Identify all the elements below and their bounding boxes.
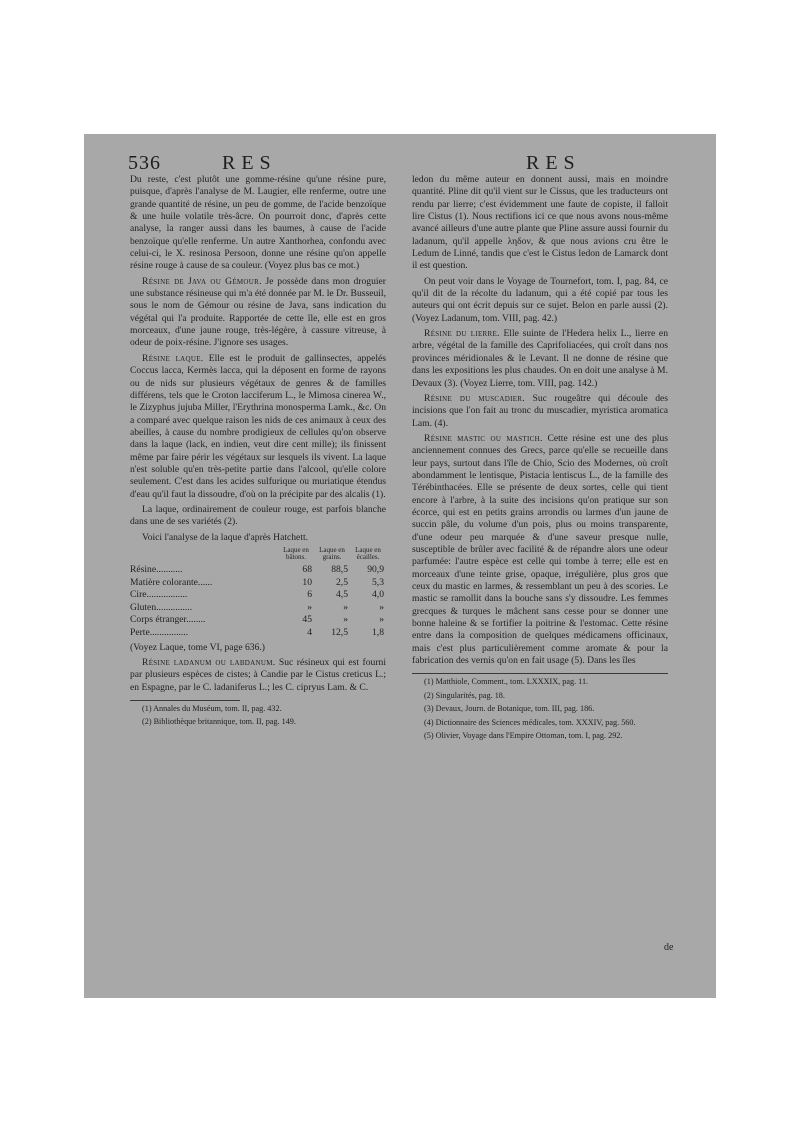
paragraph: On peut voir dans le Voyage de Tournefort, tom. I, pag. 84, ce qu'il dit de la récolte du ladanum, qui a été copié par tous les auteurs qui ont écrit depuis sur ce sujet. Belon en parle aussi (2). (Voyez Ladanum, tom. VIII, pag. 42.) xyxy=(412,275,668,324)
row-label: Corps étranger........ xyxy=(130,614,206,626)
table-cell: 6 xyxy=(307,589,312,601)
cross-reference: (Voyez Laque, tome VI, page 636.) xyxy=(130,641,265,653)
footnote-rule xyxy=(130,700,240,701)
table-cell: » xyxy=(379,601,384,613)
catchword: de xyxy=(664,942,674,953)
table-cell: » xyxy=(307,601,312,613)
running-title-right: RES xyxy=(526,152,581,174)
paragraph: Du reste, c'est plutôt une gomme-résine qu'une résine pure, puisque, d'après l'analyse de M. Laugier, elle renferme, outre une grande quantité de résine, un peu de gomme, de l'acide benzoïque & une huile volatile très-âcre. On pourroit donc, d'après cette analyse, la ranger aussi dans les baumes, à cause de l'acide benzoïque qu'elle renferme. Un autre Xanthorhea, confondu avec celui-ci, le X. resinosa Persoon, donne une résine qu'on appelle résine rouge à cause de sa couleur. (Voyez plus bas ce mot.) xyxy=(130,174,386,272)
entry-resine-ladanum xyxy=(130,657,386,694)
footnote: (5) Olivier, Voyage dans l'Empire Ottoman, tom. I, pag. 292. xyxy=(424,731,623,741)
running-title-left: RES xyxy=(222,152,277,174)
row-label: Cire................. xyxy=(130,589,188,601)
table-cell: 88,5 xyxy=(331,563,348,575)
row-label: Résine........... xyxy=(130,563,183,575)
left-column xyxy=(130,174,386,731)
table-cell: 10 xyxy=(302,576,312,588)
table-cell: 4 xyxy=(307,626,312,638)
entry-resine-du-muscadier xyxy=(412,393,668,430)
table-cell: 68 xyxy=(302,563,312,575)
entry-text: Elle suinte de l'Hedera helix L., lierre en arbre, végétal de la famille des Caprifoliacées, qui croît dans nos provinces méridionales & le Levant. Il ne donne de résine que dans les expositions les plus chaudes. On en doit une analyse à M. Devaux (3). (Voyez Lierre, tom. VIII, pag. 142.) xyxy=(412,328,668,389)
paragraph: La laque, ordinairement de couleur rouge, est parfois blanche dans une de ses variétés (2). xyxy=(130,503,386,528)
table-row xyxy=(130,602,386,615)
footnote: (1) Matthiole, Comment., tom. LXXXIX, pag. 11. xyxy=(424,677,589,687)
entry-heading: Résine du muscadier. xyxy=(424,392,525,404)
table-cell: » xyxy=(343,601,348,613)
table-cell: 12,5 xyxy=(331,626,348,638)
entry-text: Suc résineux qui est fourni par plusieurs espèces de cistes; à Candie par le Cistus creticus L.; en Espagne, par le C. ladaniferus L.; les C. cipryus Lam. & C. xyxy=(130,656,386,693)
table-cell: 1,8 xyxy=(372,626,384,638)
analysis-table xyxy=(130,547,386,640)
analysis-intro: Voici l'analyse de la laque d'après Hatchett. xyxy=(142,531,309,543)
footnote: (4) Dictionnaire des Sciences médicales, tom. XXXIV, pag. 560. xyxy=(424,717,636,727)
row-label: Matière colorante...... xyxy=(130,576,213,588)
entry-text: Suc rougeâtre qui découle des incisions que l'on fait au tronc du muscadier, myristica aromatica Lam. (4). xyxy=(412,392,669,429)
table-cell: » xyxy=(379,614,384,626)
entry-resine-de-java xyxy=(130,276,386,350)
entry-heading: Résine ladanum ou labdanum. xyxy=(142,656,276,668)
table-row xyxy=(130,564,386,577)
table-cell: 45 xyxy=(302,614,312,626)
entry-resine-laque xyxy=(130,353,386,501)
footnote: (1) Annales du Muséum, tom. II, pag. 432. xyxy=(142,703,282,713)
table-header: Laque en bâtons. xyxy=(283,545,309,562)
entry-heading: Résine mastic ou mastich. xyxy=(424,432,543,444)
paragraph: ledon du même auteur en donnent aussi, mais en moindre quantité. Pline dit qu'il vient sur le Cissus, que les traducteurs ont rendu par lierre; c'est évidemment une faute de copiste, il falloit lire Cistus (1). Nous rectifions ici ce que nous avons nous-même avancé ailleurs d'une autre plante que Pline assure aussi fournir du ladanum, qu'il appelle ληδον, & que nous avions cru être le Ledum de Linné, tandis que c'est le Cistus ledon de Lamarck dont il est question. xyxy=(412,174,668,272)
table-row xyxy=(130,577,386,590)
entry-resine-du-lierre xyxy=(412,328,668,390)
footnote-rule xyxy=(412,673,668,674)
table-row xyxy=(130,589,386,602)
row-label: Perte................ xyxy=(130,626,189,638)
table-header: Laque en écailles. xyxy=(355,545,381,562)
table-header: Laque en grains. xyxy=(319,545,345,562)
table-cell: 2,5 xyxy=(336,576,348,588)
scanned-page xyxy=(84,134,716,998)
entry-heading: Résine de Java ou Gémour. xyxy=(142,275,262,287)
table-cell: » xyxy=(343,614,348,626)
right-column xyxy=(412,174,668,744)
entry-text: Cette résine est une des plus anciennement connues des Grecs, parce qu'elle se recueille dans leur pays, surtout dans l'île de Chio, Scio des Modernes, où croît abondamment le lentisque, Pistacia lentiscus L., de la famille des Térébinthacées. Elle se présente de deux sortes, celle qui tient encore à l'arbre, à la suite des incisions qu'on pratique sur son écorce, qui est en petits grains arrondis ou larmes d'un jaune de succin pâle, du volume d'un pois, plus ou moins transparente, d'une odeur peu marquée & d'une saveur presque nulle, susceptible de brûler avec facilité & de répandre alors une odeur parfumée: l'autre espèce est celle qui tombe à terre; elle est en morceaux d'une teinte grise, opaque, irrégulière, plus gros que ceux du mastic en larmes, & ressemblant un peu à des scories. Le mastic se ramollit dans la bouche sans s'y dissoudre. Les femmes grecques & turques le mâchent sans cesse pour se donner une bonne haleine & se fortifier la poitrine & l'estomac. Cette résine entre dans la composition de quelques médicamens officinaux, mais c'est plus particulièrement comme aromate & pour la fabrication des vernis qu'on en fait usage (5). Dans les îles xyxy=(412,432,669,667)
table-row xyxy=(130,627,386,640)
table-cell: 4,0 xyxy=(372,589,384,601)
entry-heading: Résine laque. xyxy=(142,352,204,364)
footnote: (2) Bibliothèque britannique, tom. II, pag. 149. xyxy=(142,717,296,727)
table-cell: 90,9 xyxy=(367,563,384,575)
table-row xyxy=(130,614,386,627)
page-number: 536 xyxy=(128,152,161,174)
table-cell: 5,3 xyxy=(372,576,384,588)
entry-heading: Résine du lierre. xyxy=(424,328,500,340)
footnote: (2) Singularités, pag. 18. xyxy=(424,690,505,700)
footnote: (3) Devaux, Journ. de Botanique, tom. III, pag. 186. xyxy=(424,704,595,714)
entry-resine-mastic xyxy=(412,433,668,668)
table-cell: 4,5 xyxy=(336,589,348,601)
entry-text: Elle est le produit de gallinsectes, appelés Coccus lacca, Kermès lacca, qui la déposent en forme de rayons ou de nids sur plusieurs végétaux de genres & de familles différens, tels que le Croton lacciferum L., le Mimosa cinerea W., le Zizyphus jujuba Miller, l'Erythrina monosperma Lamk., &c. On a comparé avec quelque raison les nids de ces animaux à ceux des abeilles, à cause du nombre prodigieux de cellules qu'on observe dans la laque (lack, en indien, veut dire cent mille); ils finissent même par faire périr les végétaux sur lesquels ils vivent. La laque n'est soluble qu'en très-petite partie dans l'alcool, qu'elle colore seulement. C'est dans les acides sulfurique ou muriatique étendus d'eau qu'il faut la dissoudre, d'où on la précipite par des alcalis (1). xyxy=(130,352,386,500)
table-header-blank xyxy=(130,547,278,564)
entry-text: Je possède dans mon droguier une substance résineuse qui m'a été donnée par M. le Dr. Busseuil, sous le nom de Gémour ou résine de Java, sans indication du végétal qui l'a produite. Rapportée de cette île, elle est en gros morceaux, d'une jaune rouge, très-légère, à cassure vitreuse, à odeur de poix-résine. J'ignore ses usages. xyxy=(130,275,386,349)
table-header-row xyxy=(130,547,386,564)
row-label: Gluten............... xyxy=(130,601,193,613)
